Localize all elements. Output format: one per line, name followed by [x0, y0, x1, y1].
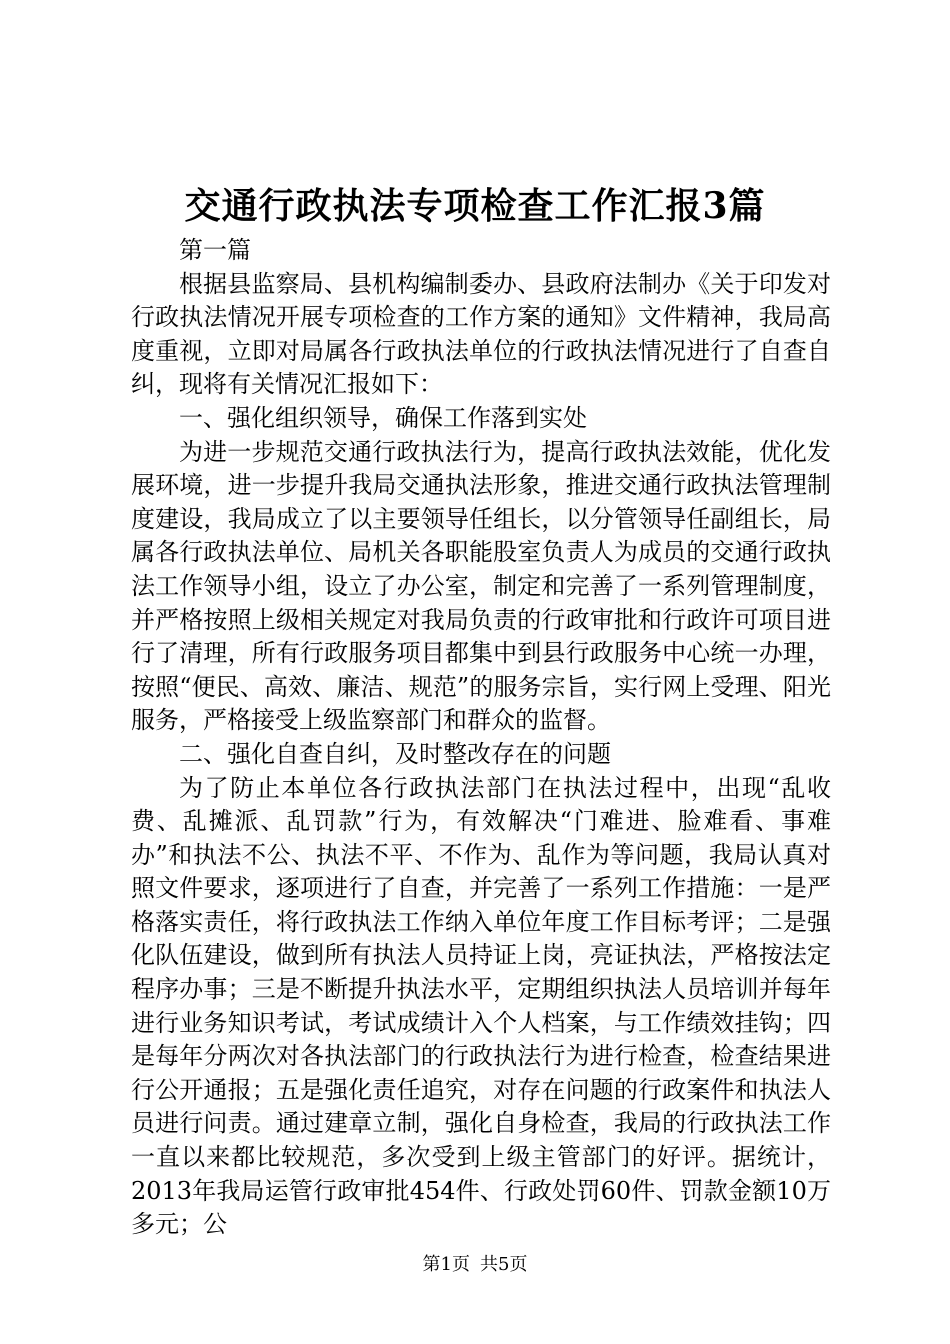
- document-body: [131, 234, 831, 1242]
- document-title: 交通行政执法专项检查工作汇报3篇: [184, 185, 766, 227]
- page-footer: [0, 1253, 950, 1277]
- body-paragraph: 根据县监察局、县机构编制委办、县政府法制办《关于印发对行政执法情况开展专项检查的工作方案的通知》文件精神，我局高度重视，立即对局属各行政执法单位的行政执法情况进行了自查自纠，现将有关情况汇报如下：: [131, 269, 831, 399]
- body-paragraph: 为进一步规范交通行政执法行为，提高行政执法效能，优化发展环境，进一步提升我局交通执法形象，推进交通行政执法管理制度建设，我局成立了以主要领导任组长，以分管领导任副组长，局属各行政执法单位、局机关各职能股室负责人为成员的交通行政执法工作领导小组，设立了办公室，制定和完善了一系列管理制度，并严格按照上级相关规定对我局负责的行政审批和行政许可项目进行了清理，所有行政服务项目都集中到县行政服务中心统一办理，按照“便民、高效、廉洁、规范”的服务宗旨，实行网上受理、阳光服务，严格接受上级监察部门和群众的监督。: [131, 437, 831, 735]
- section-label: 第一篇: [179, 236, 251, 264]
- section-heading: 一、强化组织领导，确保工作落到实处: [179, 403, 587, 432]
- page-total: 共5页: [480, 1254, 528, 1275]
- section-heading: 二、强化自查自纠，及时整改存在的问题: [179, 739, 611, 768]
- page-number: 第1页: [422, 1254, 470, 1275]
- body-paragraph: 为了防止本单位各行政执法部门在执法过程中，出现“乱收费、乱摊派、乱罚款”行为，有效解决“门难进、脸难看、事难办”和执法不公、执法不平、不作为、乱作为等问题，我局认真对照文件要求，逐项进行了自查，并完善了一系列工作措施：一是严格落实责任，将行政执法工作纳入单位年度工作目标考评；二是强化队伍建设，做到所有执法人员持证上岗，亮证执法，严格按法定程序办事；三是不断提升执法水平，定期组织执法人员培训并每年进行业务知识考试，考试成绩计入个人档案，与工作绩效挂钩；四是每年分两次对各执法部门的行政执法行为进行检查，检查结果进行公开通报；五是强化责任追究，对存在问题的行政案件和执法人员进行问责。通过建章立制，强化自身检查，我局的行政执法工作一直以来都比较规范，多次受到上级主管部门的好评。据统计，2013年我局运管行政审批454件、行政处罚60件、罚款金额10万多元；公: [131, 773, 831, 1239]
